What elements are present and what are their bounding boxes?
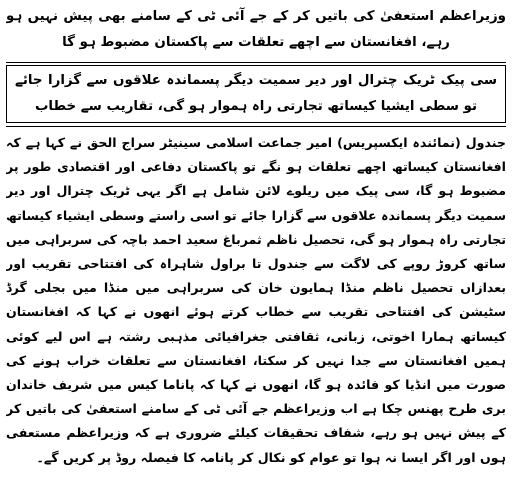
divider-bottom — [6, 126, 506, 127]
headline: وزیراعظم استعفیٰ کی باتیں کر کے جے آئی ٹی کے سامنے بھی پیش نہیں ہو رہے، افغانستان سے اچھے تعلقات سے پاکستان مضبوط ہو گا — [6, 9, 506, 50]
subheadline: سی پیک ٹریک چترال اور دیر سمیت دیگر پسماندہ علاقوں سے گزارا جائے تو سطی ایشیا کیساتھ تجارتی راہ ہموار ہو گی، تقاریب سے خطاب — [15, 73, 497, 114]
article-body: جندول (نمائندہ ایکسپریس) امیر جماعت اسلامی سینیٹر سراج الحق نے کہا ہے کہ افغانستان کیساتھ اچھے تعلقات ہو نگے تو پاکستان دفاعی اور اقتصادی طور پر مضبوط ہو گا، سی پیک میں ریلوے لائن شامل ہے اگر یہی ٹریک چترال اور دیر سمیت دیگر پسماندہ علاقوں سے گزارا جائے تو اسی راستے وسطی ایشیاء کیساتھ تجارتی راہ ہموار ہو گی، تحصیل ناظم ثمرباغ سعید احمد باچہ کی سربراہی میں ساتھ کروڑ روپے کی لاگت سے جندول تا براول شاہراہ کی افتتاحی تقریب اور بعدازاں تحصیل ناظم منڈا ہمایون خان کی سربراہی میں منڈا میں بجلی گرڈ سٹیشن کی افتتاحی تقریب سے خطاب کرتے ہوئے انھوں نے کہا کہ افغانستان کیساتھ ہمارا اخوتی، زبانی، ثقافتی جغرافیائی مذہبی رشتہ ہے اس لیے کوئی ہمیں افغانستان سے جدا نہیں کر سکتا، افغانستان سے تعلقات خراب ہونے کی صورت میں انڈیا کو فائدہ ہو گا، انھوں نے کہا کہ پاناما کیس میں شریف خاندان بری طرح پھنس چکا ہے اب وزیراعظم جے آئی ٹی کے سامنے استعفیٰ کی باتیں کر کے پیش نہیں ہو رہے، شفاف تحقیقات کیلئے ضروری ہے کہ وزیراعظم مستعفی ہوں اور اگر ایسا نہ ہوا تو عوام کو نکال کر پانامہ کا فیصلہ روڈ پر کریں گے۔ — [6, 135, 506, 465]
divider-top — [6, 62, 506, 63]
subheadline-box — [6, 65, 506, 123]
